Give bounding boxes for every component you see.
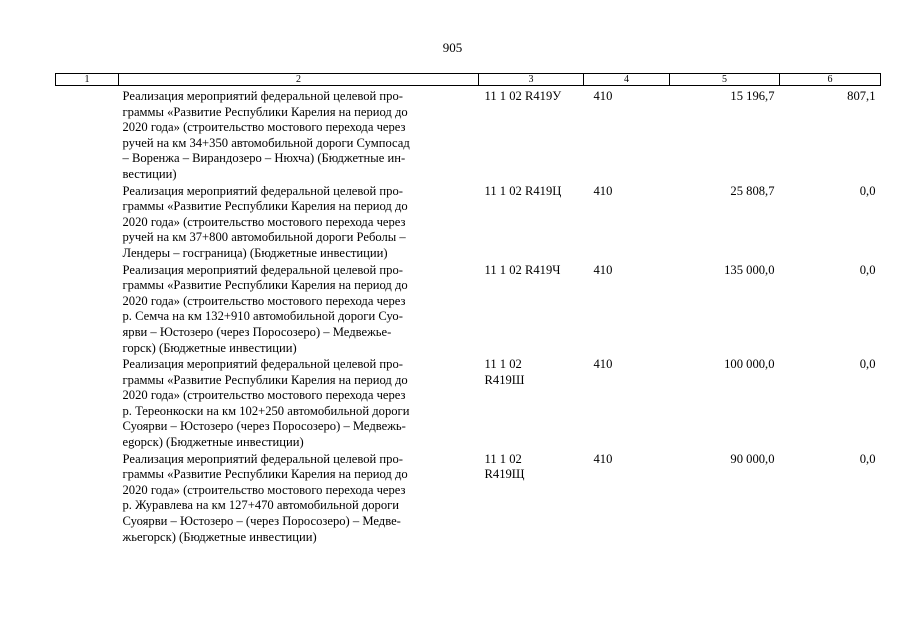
cell-code: 11 1 02 R419Щ bbox=[484, 451, 525, 482]
cell-expense-type: 410 bbox=[593, 262, 613, 277]
cell-description: Реализация мероприятий федеральной целевой про- граммы «Развитие Республики Карелия на период до 2020 года» (строительство мостового перехода через р. Семча на км 132+910 автомобильной дороги Суо- ярви – Юстозеро (через Поросозеро) – Медвежье- горск) (Бюджетные инвестиции) bbox=[122, 262, 408, 355]
cell-col1 bbox=[56, 184, 119, 263]
cell-amount-2: 807,1 bbox=[847, 89, 876, 103]
cell-col1 bbox=[56, 357, 119, 452]
column-header-2: 2 bbox=[119, 74, 479, 86]
cell-expense-type: 410 bbox=[593, 357, 613, 372]
cell-description: Реализация мероприятий федеральной целевой про- граммы «Развитие Республики Карелия на период до 2020 года» (строительство мостового перехода через р. Журавлева на км 127+470 автомобильной дороги Суоярви – Юстозеро – (через Поросозеро) – Медве- жьегорск) (Бюджетные инвестиции) bbox=[122, 451, 408, 544]
table-header bbox=[56, 74, 881, 86]
cell-code: 11 1 02 R419У bbox=[484, 89, 562, 103]
column-header-3: 3 bbox=[479, 74, 584, 86]
cell-expense-type: 410 bbox=[593, 183, 613, 198]
cell-col1 bbox=[56, 263, 119, 358]
column-header-1: 1 bbox=[56, 74, 119, 86]
table-row bbox=[56, 184, 881, 263]
cell-amount-2: 0,0 bbox=[859, 183, 876, 198]
cell-amount-1: 135 000,0 bbox=[724, 262, 775, 277]
cell-code: 11 1 02 R419Ц bbox=[484, 183, 562, 198]
cell-code: 11 1 02 R419Ш bbox=[484, 357, 525, 387]
cell-expense-type: 410 bbox=[593, 89, 613, 103]
cell-amount-2: 0,0 bbox=[859, 451, 876, 466]
cell-description: Реализация мероприятий федеральной целевой про- граммы «Развитие Республики Карелия на период до 2020 года» (строительство мостового перехода через ручей на км 34+350 автомобильной дороги Сумпосад – Воренжа – Вирандозеро – Нюхча) (Бюджетные ин- вестиции) bbox=[122, 89, 410, 181]
table-row bbox=[56, 263, 881, 358]
cell-amount-1: 15 196,7 bbox=[730, 89, 775, 103]
table-row bbox=[56, 86, 881, 184]
cell-col1 bbox=[56, 86, 119, 184]
table-row bbox=[56, 452, 881, 547]
cell-amount-1: 90 000,0 bbox=[730, 451, 775, 466]
budget-table bbox=[55, 73, 881, 546]
cell-expense-type: 410 bbox=[593, 451, 613, 466]
column-header-4: 4 bbox=[584, 74, 670, 86]
column-header-5: 5 bbox=[670, 74, 780, 86]
cell-amount-2: 0,0 bbox=[859, 262, 876, 277]
column-header-6: 6 bbox=[780, 74, 881, 86]
cell-amount-2: 0,0 bbox=[859, 357, 876, 372]
page-number: 905 bbox=[442, 40, 463, 55]
table-row bbox=[56, 357, 881, 452]
cell-description: Реализация мероприятий федеральной целевой про- граммы «Развитие Республики Карелия на период до 2020 года» (строительство мостового перехода через ручей на км 37+800 автомобильной дороги Реболы – Лендеры – госграница) (Бюджетные инвестиции) bbox=[122, 183, 408, 260]
cell-col1 bbox=[56, 452, 119, 547]
cell-description: Реализация мероприятий федеральной целевой про- граммы «Развитие Республики Карелия на период до 2020 года» (строительство мостового перехода через р. Тереонкоски на км 102+250 автомобильной дороги Суоярви – Юстозеро (через Поросозеро) – Медвежь- egорск) (Бюджетные инвестиции) bbox=[122, 357, 410, 450]
header-row bbox=[56, 74, 881, 86]
cell-amount-1: 100 000,0 bbox=[724, 357, 775, 372]
cell-code: 11 1 02 R419Ч bbox=[484, 262, 561, 277]
table-body bbox=[56, 86, 881, 547]
cell-amount-1: 25 808,7 bbox=[730, 183, 775, 198]
